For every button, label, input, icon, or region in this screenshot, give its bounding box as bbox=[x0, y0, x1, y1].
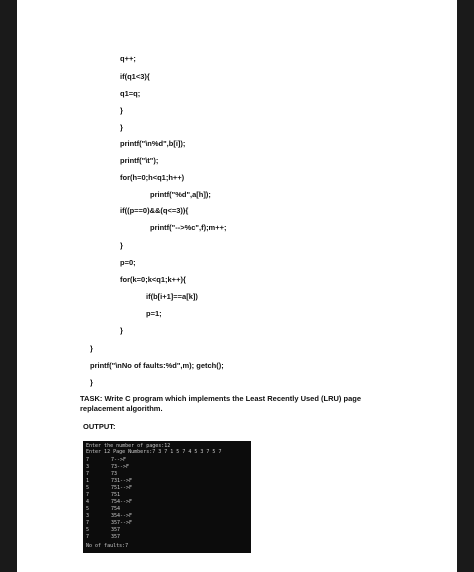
code-line: q++; bbox=[120, 54, 136, 63]
console-row-index: 1 bbox=[86, 478, 90, 484]
console-row-index: 3 bbox=[86, 464, 90, 470]
console-row-index: 3 bbox=[86, 513, 90, 519]
console-row-index: 7 bbox=[86, 471, 90, 477]
code-line: for(h=0;h<q1;h++) bbox=[120, 173, 185, 182]
code-line: for(k=0;k<q1;k++){ bbox=[120, 275, 186, 284]
code-line: printf("\t"); bbox=[120, 156, 159, 165]
code-line: } bbox=[120, 326, 123, 335]
console-row-frames: 357 bbox=[111, 527, 121, 533]
console-header-line: Enter 12 Page Numbers:7 3 7 1 5 7 4 5 3 7 5 7 bbox=[86, 449, 222, 455]
output-label: OUTPUT: bbox=[83, 422, 116, 431]
code-line: printf("-->%c",f);m++; bbox=[150, 223, 227, 232]
code-line: p=0; bbox=[120, 258, 136, 267]
console-row-frames: 357-->F bbox=[111, 520, 133, 526]
console-row-frames: 354-->F bbox=[111, 513, 133, 519]
console-row-index: 4 bbox=[86, 499, 90, 505]
document-page bbox=[17, 0, 457, 572]
console-row-frames: 751 bbox=[111, 492, 121, 498]
console-row-index: 7 bbox=[86, 457, 90, 463]
console-row-frames: 754 bbox=[111, 506, 121, 512]
code-line: printf("%d",a[h]); bbox=[150, 190, 211, 199]
code-line: } bbox=[120, 241, 123, 250]
console-row-index: 7 bbox=[86, 520, 90, 526]
console-row-index: 5 bbox=[86, 485, 90, 491]
task-description: TASK: Write C program which implements the Least Recently Used (LRU) page replacement algorithm. bbox=[80, 394, 362, 413]
code-line: printf("\n%d",b[i]); bbox=[120, 139, 186, 148]
console-row-index: 5 bbox=[86, 506, 90, 512]
console-row-frames: 731-->F bbox=[111, 478, 133, 484]
console-row-frames: 7-->F bbox=[111, 457, 127, 463]
console-row-index: 7 bbox=[86, 534, 90, 540]
console-row-frames: 751-->F bbox=[111, 485, 133, 491]
console-row-index: 7 bbox=[86, 492, 90, 498]
code-line: } bbox=[90, 344, 93, 353]
console-row-frames: 357 bbox=[111, 534, 121, 540]
code-line: if(q1<3){ bbox=[120, 72, 150, 81]
code-line: } bbox=[120, 123, 123, 132]
code-line: } bbox=[120, 106, 123, 115]
code-line: if((p==0)&&(q<=3)){ bbox=[120, 206, 189, 215]
console-row-frames: 754-->F bbox=[111, 499, 133, 505]
console-output bbox=[83, 441, 251, 553]
console-row-frames: 73 bbox=[111, 471, 118, 477]
console-row-index: 5 bbox=[86, 527, 90, 533]
code-line: q1=q; bbox=[120, 89, 141, 98]
code-line: printf("\nNo of faults:%d",m); getch(); bbox=[90, 361, 224, 370]
console-row-frames: 73-->F bbox=[111, 464, 130, 470]
console-fault-count: No of faults:7 bbox=[86, 543, 129, 549]
console-header-line: Enter the number of pages:12 bbox=[86, 443, 171, 449]
code-line: p=1; bbox=[146, 309, 162, 318]
code-line: if(b[i+1]==a[k]) bbox=[146, 292, 198, 301]
code-line: } bbox=[90, 378, 93, 387]
